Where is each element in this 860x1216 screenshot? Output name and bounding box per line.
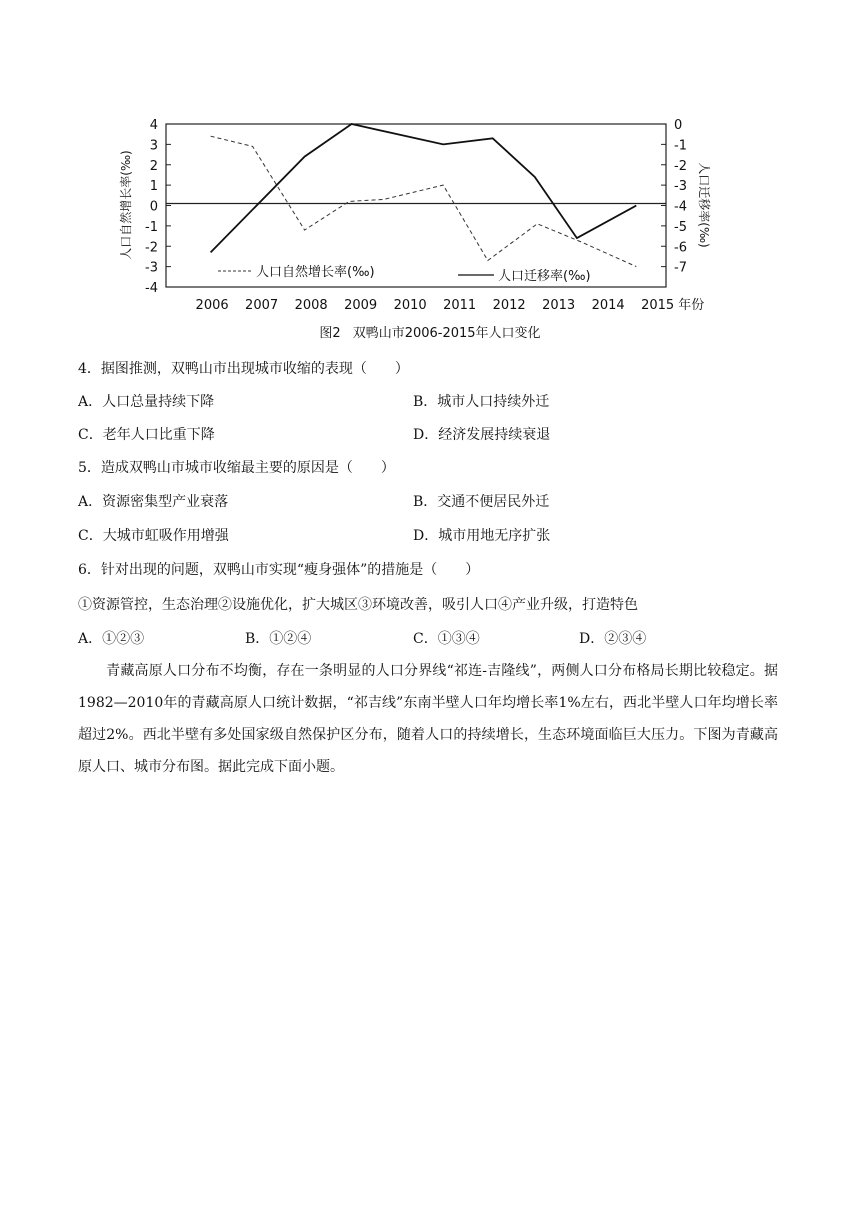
y-left-tick-label: -2 [145, 240, 158, 256]
q5-option-c[interactable]: C．大城市虹吸作用增强 [78, 528, 229, 544]
y-left-tick-label: -4 [145, 281, 158, 296]
q4-option-c[interactable]: C．老年人口比重下降 [78, 427, 215, 443]
question-4-stem: 4．据图推测，双鸭山市出现城市收缩的表现（ ） [78, 361, 409, 377]
y-right-tick-label: -3 [674, 179, 687, 195]
x-tick-label: 2012 [492, 298, 526, 313]
y-right-tick-label: 0 [674, 118, 683, 133]
x-tick-label: 2007 [245, 298, 279, 313]
natural-growth-rate-line [211, 136, 637, 266]
q6-option-c[interactable]: C．①③④ [413, 631, 480, 647]
q4-option-d[interactable]: D．经济发展持续衰退 [413, 427, 551, 443]
q6-option-d[interactable]: D．②③④ [579, 631, 647, 647]
q5-option-b[interactable]: B．交通不便居民外迁 [413, 494, 550, 510]
question-6-stem: 6．针对出现的问题，双鸭山市实现“瘦身强体”的措施是（ ） [78, 562, 480, 578]
passage-text: 青藏高原人口分布不均衡，存在一条明显的人口分界线“祁连-吉隆线”，两侧人口分布格局长期比较稳定。据1982—2010年的青藏高原人口统计数据，“祁吉线”东南半壁人口年均增长率1%左右，西北半壁人口年均增长率超过2%。西北半壁有多处国家级自然保护区分布，随着人口的持续增长，生态环境面临巨大压力。下图为青藏高原人口、城市分布图。据此完成下面小题。 [78, 663, 778, 775]
y-left-tick-label: 0 [149, 199, 158, 215]
y-right-tick-label: -2 [674, 158, 687, 174]
x-tick-label: 2008 [294, 298, 328, 313]
legend-migration: 人口迁移率(‰) [498, 269, 591, 284]
y-left-tick-label: 4 [149, 118, 158, 133]
x-tick-label: 2013 [542, 298, 576, 313]
x-tick-label: 2010 [393, 298, 427, 313]
question-6-statements: ①资源管控，生态治理②设施优化，扩大城区③环境改善，吸引人口④产业升级，打造特色 [78, 597, 638, 613]
migration-rate-line [211, 124, 637, 252]
population-change-chart [110, 112, 730, 320]
x-tick-label: 2006 [195, 298, 229, 313]
q5-option-d[interactable]: D．城市用地无序扩张 [413, 528, 551, 544]
y-right-tick-label: -5 [674, 219, 687, 235]
y-right-tick-label: -6 [674, 240, 687, 256]
y-left-axis-label: 人口自然增长率(‰) [119, 150, 133, 260]
chart-caption [0, 322, 860, 341]
y-left-tick-label: -3 [145, 260, 158, 276]
y-left-tick-label: 1 [149, 179, 158, 195]
y-left-tick-label: -1 [145, 219, 158, 235]
x-tick-label: 2015 年份 [641, 298, 705, 313]
passage-paragraph [78, 655, 778, 783]
q6-option-b[interactable]: B．①②④ [245, 631, 312, 647]
q5-option-a[interactable]: A．资源密集型产业衰落 [78, 494, 229, 510]
x-tick-label: 2014 [591, 298, 625, 313]
q6-option-a[interactable]: A．①②③ [78, 631, 145, 647]
plot-frame [166, 124, 666, 287]
q4-option-b[interactable]: B．城市人口持续外迁 [413, 394, 550, 410]
chart-title: 双鸭山市2006-2015年人口变化 [352, 326, 541, 341]
figure-label: 图2 [319, 326, 341, 341]
y-right-tick-label: -1 [674, 138, 687, 154]
y-right-axis-label: 人口迁移率(‰) [697, 162, 711, 248]
x-tick-label: 2009 [344, 298, 378, 313]
legend [218, 265, 591, 284]
x-tick-label: 2011 [443, 298, 477, 313]
q4-option-a[interactable]: A．人口总量持续下降 [78, 394, 215, 410]
y-right-tick-label: -7 [674, 260, 687, 276]
legend-natural-growth: 人口自然增长率(‰) [256, 265, 375, 280]
question-5-stem: 5．造成双鸭山市城市收缩最主要的原因是（ ） [78, 460, 395, 476]
y-left-tick-label: 2 [149, 158, 158, 174]
y-right-tick-label: -4 [674, 199, 687, 215]
y-left-tick-label: 3 [149, 138, 158, 154]
